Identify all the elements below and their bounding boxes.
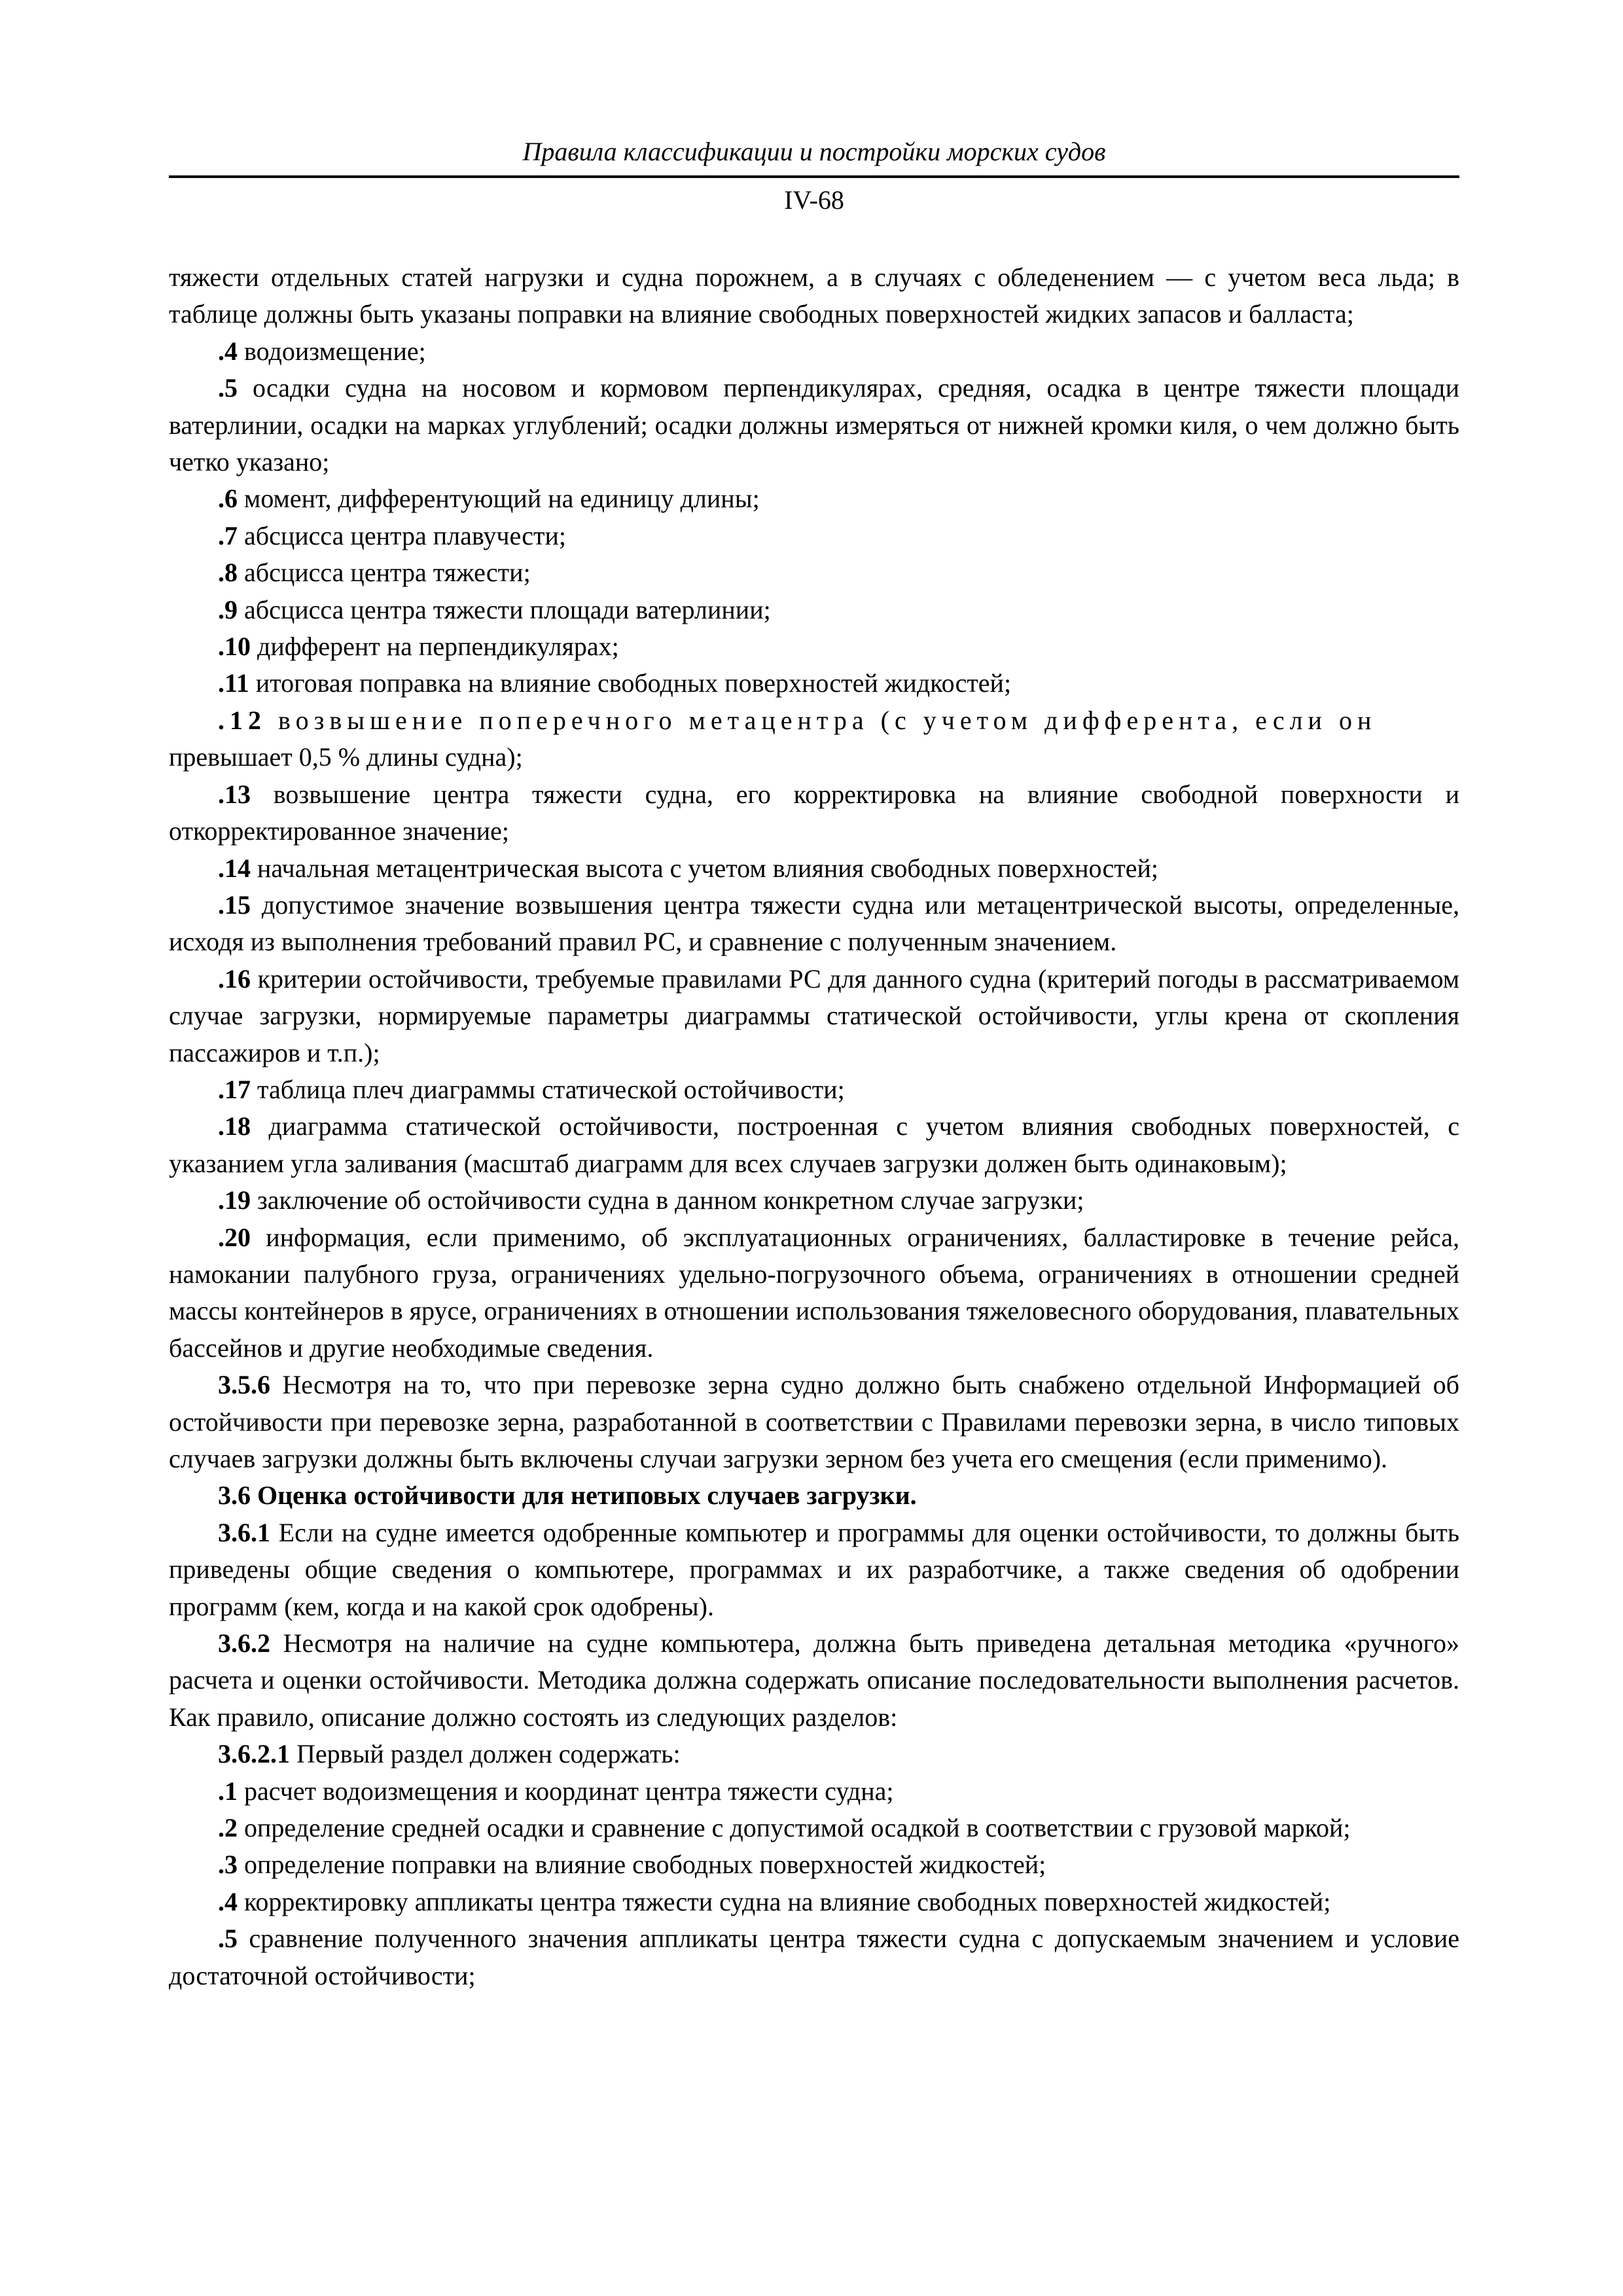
- page-number: IV-68: [784, 185, 844, 215]
- item-number: .5: [218, 1924, 238, 1954]
- paragraph: превышает 0,5 % длины судна);: [169, 742, 523, 772]
- item-number: .12: [218, 705, 266, 735]
- paragraph: тяжести отдельных статей нагрузки и судна порожнем, а в случаях с обледенением — с учетом веса льда; в таблице должны быть указаны поправки на влияние свободных поверхностей жидких запасов и балласта;: [169, 262, 1459, 329]
- item-number: .10: [218, 632, 251, 662]
- item-number: 3.6.1: [218, 1517, 270, 1547]
- section-title: 3.6 Оценка остойчивости для нетиповых случаев загрузки.: [218, 1480, 917, 1511]
- paragraph: .7 абсцисса центра плавучести;: [218, 520, 566, 550]
- paragraph: .20 информация, если применимо, об эксплуатационных ограничениях, балластировке в течение рейса, намокании палубного груза, ограничениях удельно-погрузочного объема, ограничениях в отношении средней массы контейнеров в ярусе, ограничениях в отношении использования тяжеловесного оборудования, плавательных бассейнов и другие необходимые сведения.: [169, 1222, 1459, 1363]
- item-number: .8: [218, 558, 238, 588]
- paragraph: .9 абсцисса центра тяжести площади ватерлинии;: [218, 594, 771, 624]
- paragraph: .2 определение средней осадки и сравнение с допустимой осадкой в соответствии с грузовой маркой;: [218, 1813, 1351, 1843]
- item-number: .6: [218, 484, 238, 514]
- item-number: 3.5.6: [218, 1370, 270, 1400]
- paragraph: 3.6.1 Если на судне имеется одобренные компьютер и программы для оценки остойчивости, то должны быть приведены общие сведения о компьютере, программах и их разработчике, а также сведения об одобрении программ (кем, когда и на какой срок одобрены).: [169, 1517, 1459, 1621]
- item-number: .20: [218, 1222, 251, 1252]
- paragraph: .4 водоизмещение;: [218, 336, 426, 366]
- paragraph: .8 абсцисса центра тяжести;: [218, 558, 531, 588]
- section-heading: [169, 1477, 1459, 1514]
- paragraph: .12 возвышение поперечного метацентра (с учетом дифферента, если он: [218, 705, 1377, 735]
- item-number: .16: [218, 963, 251, 994]
- paragraph: .15 допустимое значение возвышения центра тяжести судна или метацентрической высоты, определенные, исходя из выполнения требований правил РС, и сравнение с полученным значением.: [169, 889, 1459, 957]
- item-number: 3.6.2: [218, 1628, 270, 1659]
- paragraph: .17 таблица плеч диаграммы статической остойчивости;: [218, 1074, 845, 1104]
- paragraph: 3.5.6 Несмотря на то, что при перевозке зерна судно должно быть снабжено отдельной Информацией об остойчивости при перевозке зерна, разработанной в соответствии с Правилами перевозки зерна, в число типовых случаев загрузки должны быть включены случаи загрузки зерном без учета его смещения (если применимо).: [169, 1370, 1459, 1473]
- paragraph: .5 сравнение полученного значения аппликаты центра тяжести судна с допускаемым значением и условие достаточной остойчивости;: [169, 1924, 1459, 1990]
- item-number: .1: [218, 1776, 238, 1806]
- item-number: .11: [218, 668, 249, 698]
- item-number: .5: [218, 373, 238, 403]
- item-number: .2: [218, 1813, 238, 1843]
- item-number: .13: [218, 779, 251, 809]
- item-number: .7: [218, 520, 238, 550]
- item-number: .9: [218, 594, 238, 624]
- item-number: 3.6.2.1: [218, 1739, 290, 1769]
- paragraph: .13 возвышение центра тяжести судна, его корректировка на влияние свободной поверхности и откорректированное значение;: [169, 779, 1459, 846]
- paragraph: .10 дифферент на перпендикулярах;: [218, 632, 619, 662]
- item-number: .4: [218, 336, 238, 366]
- paragraph: 3.6.2.1 Первый раздел должен содержать:: [218, 1739, 681, 1769]
- paragraph: .4 корректировку аппликаты центра тяжести судна на влияние свободных поверхностей жидкостей;: [218, 1886, 1331, 1916]
- paragraph: 3.6.2 Несмотря на наличие на судне компьютера, должна быть приведена детальная методика «ручного» расчета и оценки остойчивости. Методика должна содержать описание последовательности выполнения расчетов. Как правило, описание должно состоять из следующих разделов:: [169, 1628, 1459, 1732]
- paragraph: .5 осадки судна на носовом и кормовом перпендикулярах, средняя, осадка в центре тяжести площади ватерлинии, осадки на марках углублений; осадки должны измеряться от нижней кромки киля, о чем должно быть четко указано;: [169, 373, 1459, 477]
- paragraph: .6 момент, дифферентующий на единицу длины;: [218, 484, 760, 514]
- paragraph: .14 начальная метацентрическая высота с учетом влияния свободных поверхностей;: [218, 853, 1158, 883]
- paragraph: .1 расчет водоизмещения и координат центра тяжести судна;: [218, 1776, 894, 1806]
- item-number: .18: [218, 1111, 251, 1141]
- item-number: .3: [218, 1850, 238, 1880]
- paragraph: .16 критерии остойчивости, требуемые правилами РС для данного судна (критерий погоды в рассматриваемом случае загрузки, нормируемые параметры диаграммы статической остойчивости, углы крена от скопления пассажиров и т.п.);: [169, 963, 1459, 1067]
- running-header: Правила классификации и постройки морских судов: [522, 137, 1106, 166]
- item-number: .15: [218, 889, 251, 920]
- item-number: .19: [218, 1185, 251, 1215]
- paragraph: .19 заключение об остойчивости судна в данном конкретном случае загрузки;: [218, 1185, 1084, 1215]
- header-rule: [169, 175, 1459, 178]
- paragraph: .18 диаграмма статической остойчивости, построенная с учетом влияния свободных поверхностей, с указанием угла заливания (масштаб диаграмм для всех случаев загрузки должен быть одинаковым);: [169, 1111, 1459, 1178]
- document-body: [169, 259, 1459, 1994]
- item-number: .17: [218, 1074, 251, 1104]
- paragraph: .3 определение поправки на влияние свободных поверхностей жидкостей;: [218, 1850, 1046, 1880]
- paragraph: .11 итоговая поправка на влияние свободных поверхностей жидкостей;: [218, 668, 1012, 698]
- item-number: .14: [218, 853, 251, 883]
- item-number: .4: [218, 1886, 238, 1916]
